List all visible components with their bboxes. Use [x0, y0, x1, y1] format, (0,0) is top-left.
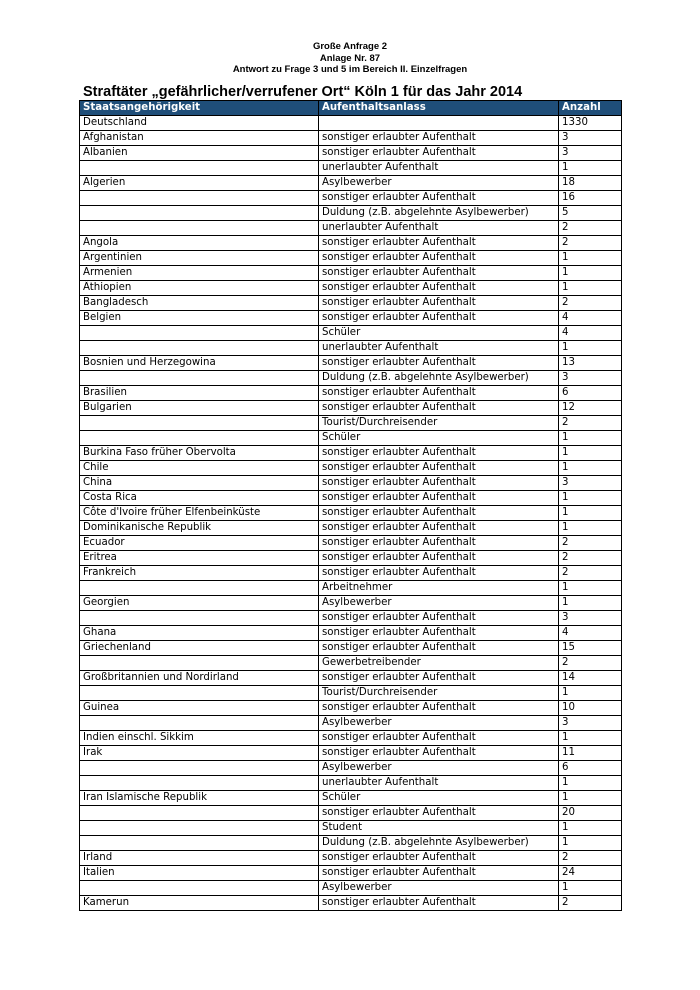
table-row [80, 866, 622, 881]
cell-staatsangehoerigkeit: Burkina Faso früher Obervolta [80, 446, 319, 461]
cell-anzahl: 2 [559, 221, 622, 236]
cell-aufenthaltsanlass: sonstiger erlaubter Aufenthalt [319, 566, 559, 581]
table-row [80, 476, 622, 491]
cell-anzahl: 6 [559, 386, 622, 401]
table-row [80, 461, 622, 476]
cell-anzahl: 1 [559, 731, 622, 746]
cell-staatsangehoerigkeit: Albanien [80, 146, 319, 161]
cell-staatsangehoerigkeit: Afghanistan [80, 131, 319, 146]
cell-aufenthaltsanlass: Duldung (z.B. abgelehnte Asylbewerber) [319, 206, 559, 221]
table-row [80, 566, 622, 581]
cell-staatsangehoerigkeit: Großbritannien und Nordirland [80, 671, 319, 686]
table-row [80, 341, 622, 356]
cell-aufenthaltsanlass: sonstiger erlaubter Aufenthalt [319, 851, 559, 866]
cell-anzahl: 15 [559, 641, 622, 656]
cell-anzahl: 2 [559, 296, 622, 311]
cell-anzahl: 2 [559, 566, 622, 581]
cell-anzahl: 5 [559, 206, 622, 221]
cell-aufenthaltsanlass: sonstiger erlaubter Aufenthalt [319, 476, 559, 491]
cell-anzahl: 18 [559, 176, 622, 191]
table-row [80, 671, 622, 686]
table-row [80, 551, 622, 566]
cell-anzahl: 24 [559, 866, 622, 881]
cell-anzahl: 2 [559, 851, 622, 866]
table-row [80, 611, 622, 626]
table-row [80, 236, 622, 251]
cell-aufenthaltsanlass: Asylbewerber [319, 761, 559, 776]
cell-aufenthaltsanlass: Schüler [319, 791, 559, 806]
cell-anzahl: 1 [559, 791, 622, 806]
cell-aufenthaltsanlass: Asylbewerber [319, 881, 559, 896]
cell-aufenthaltsanlass: sonstiger erlaubter Aufenthalt [319, 701, 559, 716]
cell-staatsangehoerigkeit: Côte d'Ivoire früher Elfenbeinküste [80, 506, 319, 521]
cell-staatsangehoerigkeit [80, 806, 319, 821]
table-row [80, 356, 622, 371]
table-row [80, 641, 622, 656]
statistics-table [79, 100, 622, 911]
cell-staatsangehoerigkeit [80, 326, 319, 341]
table-row [80, 326, 622, 341]
cell-anzahl: 1 [559, 431, 622, 446]
cell-aufenthaltsanlass: sonstiger erlaubter Aufenthalt [319, 266, 559, 281]
table-row [80, 881, 622, 896]
cell-aufenthaltsanlass: Schüler [319, 326, 559, 341]
cell-anzahl: 1330 [559, 116, 622, 131]
cell-anzahl: 1 [559, 581, 622, 596]
header-line-1: Große Anfrage 2 [312, 41, 388, 52]
cell-staatsangehoerigkeit: Georgien [80, 596, 319, 611]
cell-anzahl: 2 [559, 236, 622, 251]
cell-staatsangehoerigkeit: Italien [80, 866, 319, 881]
cell-anzahl: 1 [559, 251, 622, 266]
cell-aufenthaltsanlass: sonstiger erlaubter Aufenthalt [319, 131, 559, 146]
cell-aufenthaltsanlass: Tourist/Durchreisender [319, 686, 559, 701]
cell-anzahl: 3 [559, 716, 622, 731]
cell-anzahl: 6 [559, 761, 622, 776]
cell-aufenthaltsanlass: sonstiger erlaubter Aufenthalt [319, 491, 559, 506]
cell-staatsangehoerigkeit: Iran Islamische Republik [80, 791, 319, 806]
cell-anzahl: 3 [559, 611, 622, 626]
table-row [80, 371, 622, 386]
table-body [80, 116, 622, 911]
table-row [80, 536, 622, 551]
cell-staatsangehoerigkeit [80, 761, 319, 776]
cell-aufenthaltsanlass: Student [319, 821, 559, 836]
cell-anzahl: 1 [559, 446, 622, 461]
cell-staatsangehoerigkeit [80, 716, 319, 731]
cell-staatsangehoerigkeit [80, 821, 319, 836]
table-row [80, 776, 622, 791]
table-row [80, 701, 622, 716]
cell-aufenthaltsanlass: unerlaubter Aufenthalt [319, 776, 559, 791]
cell-anzahl: 1 [559, 461, 622, 476]
cell-staatsangehoerigkeit: Äthiopien [80, 281, 319, 296]
cell-aufenthaltsanlass: sonstiger erlaubter Aufenthalt [319, 386, 559, 401]
cell-aufenthaltsanlass: sonstiger erlaubter Aufenthalt [319, 551, 559, 566]
table-row [80, 746, 622, 761]
cell-staatsangehoerigkeit: Belgien [80, 311, 319, 326]
cell-aufenthaltsanlass: sonstiger erlaubter Aufenthalt [319, 671, 559, 686]
cell-staatsangehoerigkeit: Ghana [80, 626, 319, 641]
table-row [80, 716, 622, 731]
cell-anzahl: 1 [559, 521, 622, 536]
cell-aufenthaltsanlass: sonstiger erlaubter Aufenthalt [319, 146, 559, 161]
table-row [80, 446, 622, 461]
table-row [80, 116, 622, 131]
cell-aufenthaltsanlass [319, 116, 559, 131]
cell-anzahl: 12 [559, 401, 622, 416]
cell-aufenthaltsanlass: Schüler [319, 431, 559, 446]
table-row [80, 506, 622, 521]
table-row [80, 386, 622, 401]
cell-aufenthaltsanlass: Asylbewerber [319, 596, 559, 611]
page-title: Straftäter „gefährlicher/verrufener Ort“ Köln 1 für das Jahr 2014 [83, 84, 523, 100]
cell-staatsangehoerigkeit [80, 221, 319, 236]
cell-aufenthaltsanlass: sonstiger erlaubter Aufenthalt [319, 536, 559, 551]
cell-anzahl: 2 [559, 896, 622, 911]
cell-aufenthaltsanlass: Duldung (z.B. abgelehnte Asylbewerber) [319, 371, 559, 386]
cell-anzahl: 1 [559, 776, 622, 791]
table-row [80, 761, 622, 776]
table-row [80, 251, 622, 266]
cell-anzahl: 1 [559, 341, 622, 356]
cell-staatsangehoerigkeit: Bosnien und Herzegowina [80, 356, 319, 371]
cell-aufenthaltsanlass: Gewerbetreibender [319, 656, 559, 671]
cell-anzahl: 1 [559, 881, 622, 896]
table-row [80, 806, 622, 821]
cell-staatsangehoerigkeit: China [80, 476, 319, 491]
cell-aufenthaltsanlass: sonstiger erlaubter Aufenthalt [319, 281, 559, 296]
cell-anzahl: 13 [559, 356, 622, 371]
table-row [80, 266, 622, 281]
cell-aufenthaltsanlass: Asylbewerber [319, 716, 559, 731]
header-line-3: Antwort zu Frage 3 und 5 im Bereich II. Einzelfragen [232, 64, 468, 75]
cell-aufenthaltsanlass: unerlaubter Aufenthalt [319, 341, 559, 356]
table-row [80, 206, 622, 221]
cell-staatsangehoerigkeit: Frankreich [80, 566, 319, 581]
cell-staatsangehoerigkeit: Deutschland [80, 116, 319, 131]
cell-anzahl: 1 [559, 491, 622, 506]
table-row [80, 731, 622, 746]
cell-anzahl: 1 [559, 281, 622, 296]
cell-aufenthaltsanlass: sonstiger erlaubter Aufenthalt [319, 311, 559, 326]
table-row [80, 521, 622, 536]
cell-anzahl: 2 [559, 551, 622, 566]
cell-staatsangehoerigkeit: Costa Rica [80, 491, 319, 506]
table-row [80, 221, 622, 236]
cell-aufenthaltsanlass: sonstiger erlaubter Aufenthalt [319, 896, 559, 911]
cell-staatsangehoerigkeit [80, 776, 319, 791]
table-row [80, 161, 622, 176]
header-line-2: Anlage Nr. 87 [319, 52, 381, 64]
table-row [80, 296, 622, 311]
cell-aufenthaltsanlass: Duldung (z.B. abgelehnte Asylbewerber) [319, 836, 559, 851]
table-row [80, 686, 622, 701]
cell-anzahl: 4 [559, 626, 622, 641]
cell-anzahl: 2 [559, 416, 622, 431]
table-row [80, 311, 622, 326]
cell-anzahl: 20 [559, 806, 622, 821]
table-row [80, 851, 622, 866]
cell-staatsangehoerigkeit [80, 191, 319, 206]
cell-staatsangehoerigkeit [80, 581, 319, 596]
cell-anzahl: 1 [559, 686, 622, 701]
table-row [80, 596, 622, 611]
cell-staatsangehoerigkeit [80, 611, 319, 626]
document-header [0, 41, 700, 76]
cell-anzahl: 16 [559, 191, 622, 206]
cell-staatsangehoerigkeit: Eritrea [80, 551, 319, 566]
cell-aufenthaltsanlass: unerlaubter Aufenthalt [319, 221, 559, 236]
cell-anzahl: 3 [559, 146, 622, 161]
cell-staatsangehoerigkeit [80, 206, 319, 221]
cell-staatsangehoerigkeit: Bulgarien [80, 401, 319, 416]
cell-staatsangehoerigkeit [80, 656, 319, 671]
cell-aufenthaltsanlass: sonstiger erlaubter Aufenthalt [319, 521, 559, 536]
cell-aufenthaltsanlass: sonstiger erlaubter Aufenthalt [319, 461, 559, 476]
cell-anzahl: 1 [559, 836, 622, 851]
cell-aufenthaltsanlass: sonstiger erlaubter Aufenthalt [319, 446, 559, 461]
cell-staatsangehoerigkeit [80, 161, 319, 176]
cell-anzahl: 3 [559, 131, 622, 146]
table-row [80, 626, 622, 641]
cell-aufenthaltsanlass: sonstiger erlaubter Aufenthalt [319, 746, 559, 761]
cell-anzahl: 3 [559, 371, 622, 386]
cell-anzahl: 3 [559, 476, 622, 491]
cell-anzahl: 1 [559, 596, 622, 611]
cell-staatsangehoerigkeit: Irak [80, 746, 319, 761]
table-row [80, 896, 622, 911]
cell-aufenthaltsanlass: sonstiger erlaubter Aufenthalt [319, 731, 559, 746]
cell-aufenthaltsanlass: sonstiger erlaubter Aufenthalt [319, 641, 559, 656]
cell-staatsangehoerigkeit [80, 431, 319, 446]
table-row [80, 431, 622, 446]
cell-aufenthaltsanlass: sonstiger erlaubter Aufenthalt [319, 236, 559, 251]
cell-anzahl: 11 [559, 746, 622, 761]
cell-staatsangehoerigkeit: Irland [80, 851, 319, 866]
cell-aufenthaltsanlass: sonstiger erlaubter Aufenthalt [319, 356, 559, 371]
table-row [80, 401, 622, 416]
cell-anzahl: 1 [559, 266, 622, 281]
cell-staatsangehoerigkeit: Algerien [80, 176, 319, 191]
cell-aufenthaltsanlass: unerlaubter Aufenthalt [319, 161, 559, 176]
cell-staatsangehoerigkeit [80, 341, 319, 356]
cell-staatsangehoerigkeit [80, 881, 319, 896]
cell-staatsangehoerigkeit: Brasilien [80, 386, 319, 401]
cell-aufenthaltsanlass: sonstiger erlaubter Aufenthalt [319, 806, 559, 821]
cell-anzahl: 2 [559, 536, 622, 551]
table-row [80, 191, 622, 206]
table-row [80, 836, 622, 851]
cell-aufenthaltsanlass: Tourist/Durchreisender [319, 416, 559, 431]
cell-anzahl: 1 [559, 821, 622, 836]
cell-aufenthaltsanlass: sonstiger erlaubter Aufenthalt [319, 251, 559, 266]
column-header-aufenthaltsanlass: Aufenthaltsanlass [319, 101, 559, 116]
cell-staatsangehoerigkeit: Argentinien [80, 251, 319, 266]
cell-anzahl: 1 [559, 161, 622, 176]
table-row [80, 131, 622, 146]
cell-staatsangehoerigkeit [80, 836, 319, 851]
table-row [80, 281, 622, 296]
cell-aufenthaltsanlass: sonstiger erlaubter Aufenthalt [319, 626, 559, 641]
cell-staatsangehoerigkeit: Angola [80, 236, 319, 251]
column-header-anzahl: Anzahl [559, 101, 622, 116]
table-row [80, 656, 622, 671]
table-row [80, 416, 622, 431]
cell-staatsangehoerigkeit: Dominikanische Republik [80, 521, 319, 536]
table-row [80, 791, 622, 806]
column-header-staatsangehoerigkeit: Staatsangehörigkeit [80, 101, 319, 116]
cell-staatsangehoerigkeit [80, 416, 319, 431]
cell-aufenthaltsanlass: Arbeitnehmer [319, 581, 559, 596]
table-row [80, 821, 622, 836]
cell-aufenthaltsanlass: sonstiger erlaubter Aufenthalt [319, 191, 559, 206]
cell-aufenthaltsanlass: sonstiger erlaubter Aufenthalt [319, 866, 559, 881]
table-row [80, 146, 622, 161]
cell-aufenthaltsanlass: sonstiger erlaubter Aufenthalt [319, 296, 559, 311]
cell-staatsangehoerigkeit: Kamerun [80, 896, 319, 911]
cell-aufenthaltsanlass: Asylbewerber [319, 176, 559, 191]
cell-staatsangehoerigkeit [80, 371, 319, 386]
table-row [80, 176, 622, 191]
cell-aufenthaltsanlass: sonstiger erlaubter Aufenthalt [319, 401, 559, 416]
cell-staatsangehoerigkeit: Ecuador [80, 536, 319, 551]
cell-staatsangehoerigkeit: Guinea [80, 701, 319, 716]
cell-staatsangehoerigkeit: Indien einschl. Sikkim [80, 731, 319, 746]
cell-staatsangehoerigkeit [80, 686, 319, 701]
cell-anzahl: 4 [559, 326, 622, 341]
cell-anzahl: 1 [559, 506, 622, 521]
cell-aufenthaltsanlass: sonstiger erlaubter Aufenthalt [319, 506, 559, 521]
cell-staatsangehoerigkeit: Armenien [80, 266, 319, 281]
cell-staatsangehoerigkeit: Griechenland [80, 641, 319, 656]
table-row [80, 581, 622, 596]
cell-anzahl: 14 [559, 671, 622, 686]
cell-anzahl: 10 [559, 701, 622, 716]
cell-aufenthaltsanlass: sonstiger erlaubter Aufenthalt [319, 611, 559, 626]
table-header-row [80, 101, 622, 116]
cell-staatsangehoerigkeit: Bangladesch [80, 296, 319, 311]
cell-anzahl: 2 [559, 656, 622, 671]
table-row [80, 491, 622, 506]
cell-anzahl: 4 [559, 311, 622, 326]
cell-staatsangehoerigkeit: Chile [80, 461, 319, 476]
